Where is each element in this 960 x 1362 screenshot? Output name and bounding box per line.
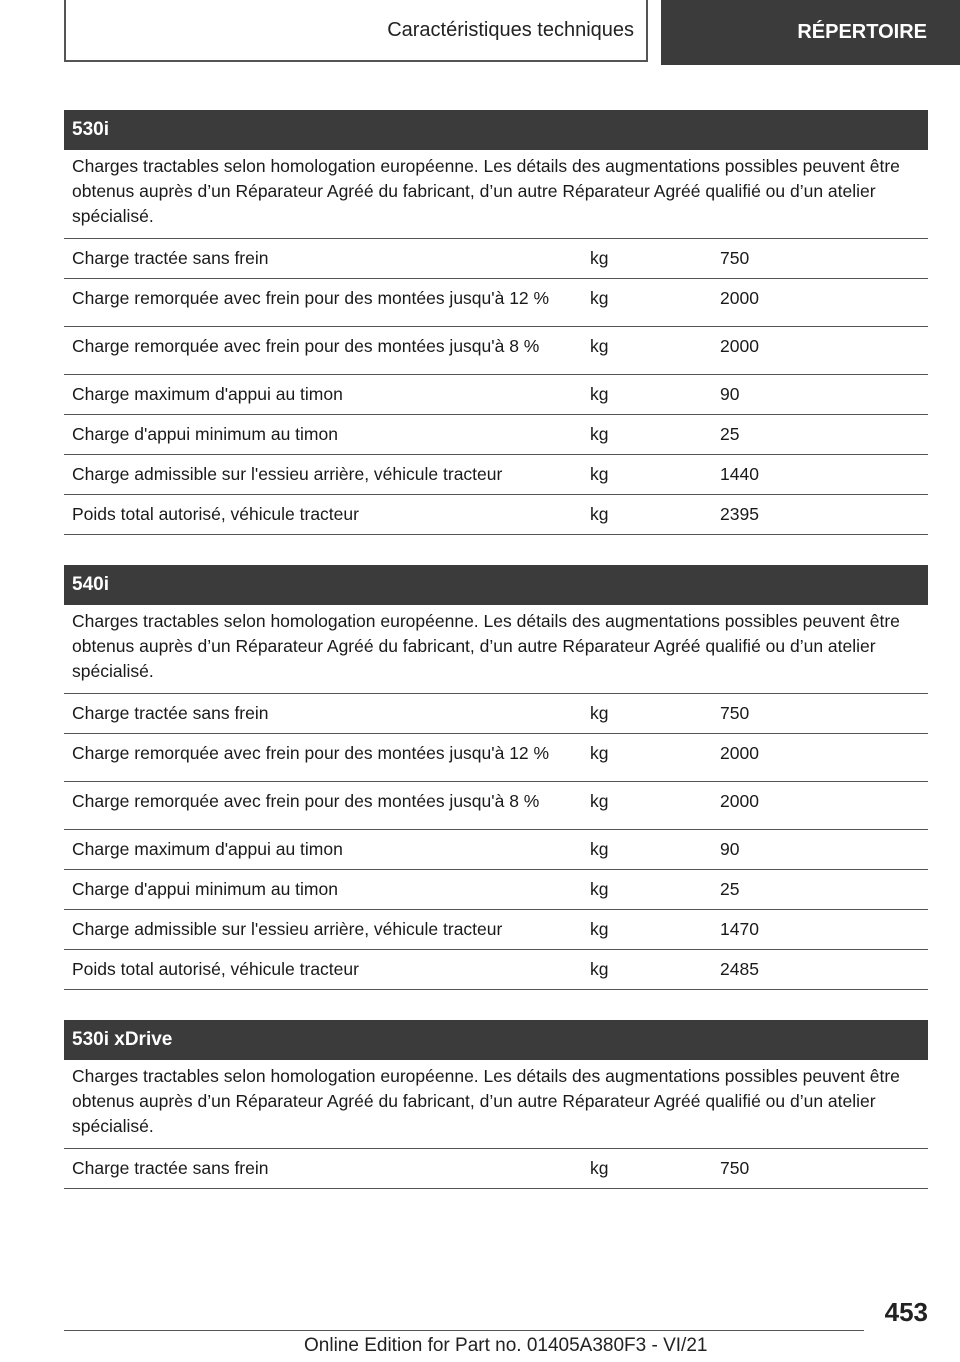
row-value: 1470 <box>720 919 759 939</box>
page-number: 453 <box>884 1297 928 1327</box>
row-unit: kg <box>590 703 609 723</box>
row-value: 750 <box>720 248 750 268</box>
row-label: Charge remorquée avec frein pour des montées jusqu'à 8 % <box>72 791 540 811</box>
spec-section-540i <box>64 565 928 990</box>
spec-section-530i <box>64 110 928 535</box>
row-value: 2000 <box>720 791 759 811</box>
table-row <box>64 239 928 279</box>
row-unit: kg <box>590 1158 609 1178</box>
row-value: 90 <box>720 839 740 859</box>
row-value: 750 <box>720 1158 750 1178</box>
row-label: Charge d'appui minimum au timon <box>72 424 338 444</box>
row-value: 2395 <box>720 504 759 524</box>
section-title: 530i xDrive <box>64 1020 928 1060</box>
row-unit: kg <box>590 919 609 939</box>
row-label: Charge remorquée avec frein pour des montées jusqu'à 12 % <box>72 288 550 308</box>
row-label: Charge admissible sur l'essieu arrière, véhicule tracteur <box>72 464 503 484</box>
row-value: 2000 <box>720 336 759 356</box>
row-label: Charge remorquée avec frein pour des montées jusqu'à 12 % <box>72 743 550 763</box>
table-row <box>64 870 928 910</box>
row-value: 25 <box>720 424 740 444</box>
row-unit: kg <box>590 839 609 859</box>
table-row <box>64 782 928 830</box>
section-description: Charges tractables selon homologation européenne. Les détails des augmentations possibles peuvent être obtenus auprès d’un Réparateur Agréé du fabricant, d’un autre Réparateur Agréé qualifié ou d’un atelier spécialisé. <box>64 605 928 694</box>
row-unit: kg <box>590 384 609 404</box>
spec-section-530i-xdrive <box>64 1020 928 1189</box>
row-label: Charge tractée sans frein <box>72 1158 269 1178</box>
row-unit: kg <box>590 248 609 268</box>
section-tab[interactable]: Caractéristiques techniques <box>64 0 648 62</box>
table-row <box>64 910 928 950</box>
table-row <box>64 1149 928 1189</box>
row-label: Charge tractée sans frein <box>72 248 269 268</box>
table-row <box>64 495 928 535</box>
row-unit: kg <box>590 464 609 484</box>
row-unit: kg <box>590 743 609 763</box>
row-label: Charge tractée sans frein <box>72 703 269 723</box>
table-row <box>64 375 928 415</box>
row-label: Charge d'appui minimum au timon <box>72 879 338 899</box>
table-row <box>64 415 928 455</box>
row-value: 2000 <box>720 288 759 308</box>
table-row <box>64 327 928 375</box>
row-value: 750 <box>720 703 750 723</box>
row-value: 25 <box>720 879 740 899</box>
footer-divider <box>64 1330 864 1331</box>
row-unit: kg <box>590 336 609 356</box>
table-row <box>64 950 928 990</box>
row-label: Poids total autorisé, véhicule tracteur <box>72 959 359 979</box>
row-unit: kg <box>590 424 609 444</box>
row-unit: kg <box>590 959 609 979</box>
row-label: Charge maximum d'appui au timon <box>72 839 343 859</box>
table-row <box>64 694 928 734</box>
row-label: Charge remorquée avec frein pour des montées jusqu'à 8 % <box>72 336 540 356</box>
row-label: Charge maximum d'appui au timon <box>72 384 343 404</box>
table-row <box>64 830 928 870</box>
section-description: Charges tractables selon homologation européenne. Les détails des augmentations possibles peuvent être obtenus auprès d’un Réparateur Agréé du fabricant, d’un autre Réparateur Agréé qualifié ou d’un atelier spécialisé. <box>64 1060 928 1149</box>
row-unit: kg <box>590 288 609 308</box>
table-row <box>64 455 928 495</box>
row-value: 90 <box>720 384 740 404</box>
row-value: 2000 <box>720 743 759 763</box>
content-area <box>64 110 928 1219</box>
edition-footer: Online Edition for Part no. 01405A380F3 - VI/21 <box>304 1335 708 1356</box>
row-unit: kg <box>590 879 609 899</box>
row-value: 1440 <box>720 464 759 484</box>
row-label: Poids total autorisé, véhicule tracteur <box>72 504 359 524</box>
section-title: 540i <box>64 565 928 605</box>
page-header <box>0 0 960 66</box>
table-row <box>64 734 928 782</box>
row-value: 2485 <box>720 959 759 979</box>
section-title: 530i <box>64 110 928 150</box>
table-row <box>64 279 928 327</box>
index-tab[interactable]: RÉPERTOIRE <box>661 0 960 65</box>
row-unit: kg <box>590 791 609 811</box>
row-label: Charge admissible sur l'essieu arrière, véhicule tracteur <box>72 919 503 939</box>
row-unit: kg <box>590 504 609 524</box>
section-description: Charges tractables selon homologation européenne. Les détails des augmentations possibles peuvent être obtenus auprès d’un Réparateur Agréé du fabricant, d’un autre Réparateur Agréé qualifié ou d’un atelier spécialisé. <box>64 150 928 239</box>
